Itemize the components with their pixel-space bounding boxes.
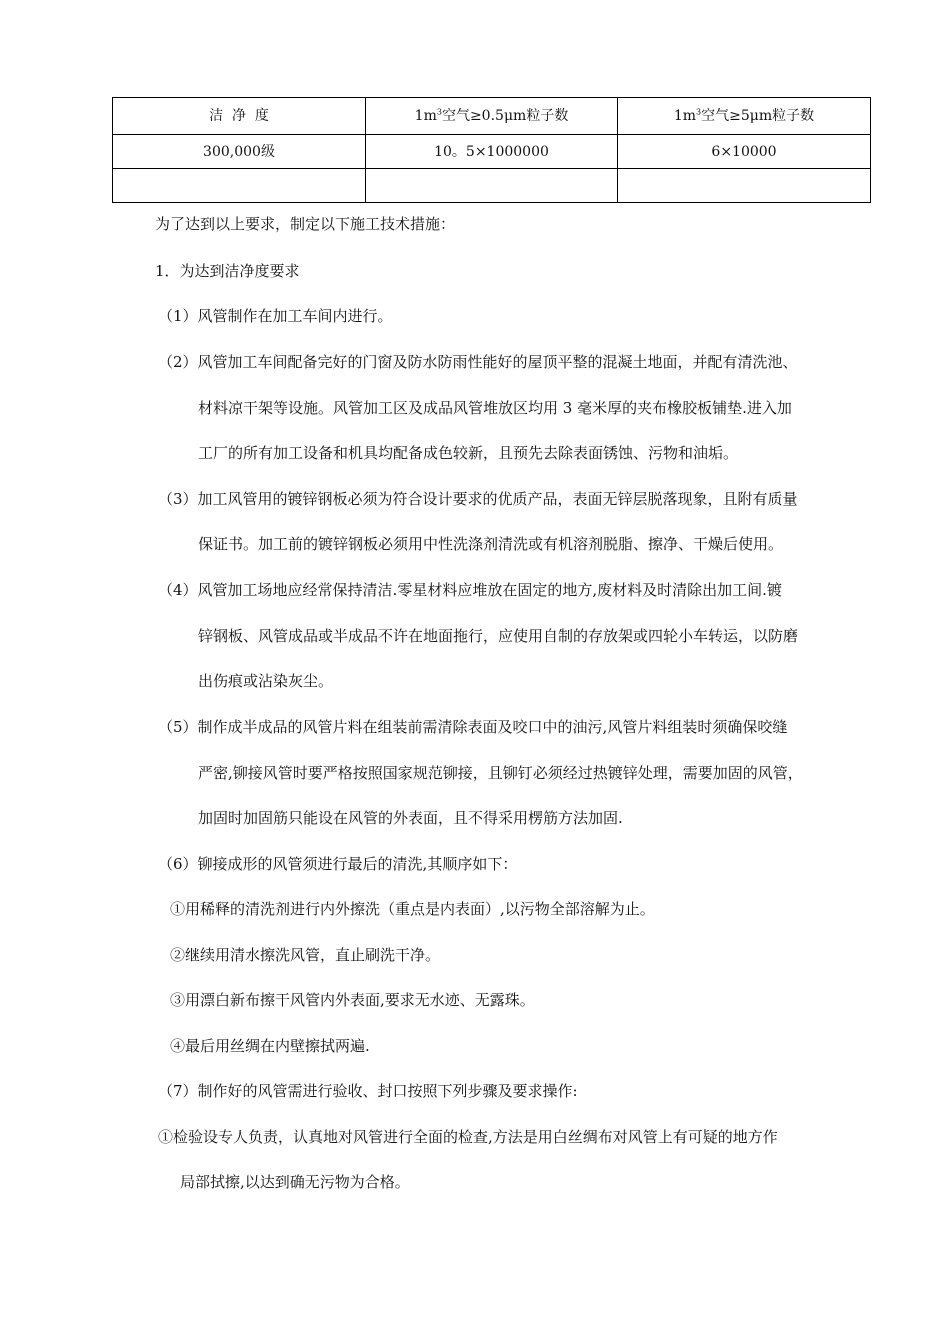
header-particles-5um: $1m^3$空气≥5μm粒子数 (618, 98, 871, 135)
header-particles-0-5um: $1m^3$空气≥0.5μm粒子数 (366, 98, 618, 135)
sub-item-6-2: ②继续用清水擦洗风管，直止刷洗干净。 (170, 946, 441, 964)
table-cell (113, 169, 366, 203)
item-4-line-3: 出伤痕或沾染灰尘。 (198, 672, 334, 690)
sub-item-6-3: ③用漂白新布擦干风管内外表面,要求无水迹、无露珠。 (170, 991, 535, 1009)
header-cleanliness: 洁 净 度 (113, 98, 366, 135)
sub-item-7-1-line-1: ①检验设专人负责，认真地对风管进行全面的检查,方法是用白丝绸布对风管上有可疑的地方作 (158, 1128, 778, 1146)
item-6: （6）铆接成形的风管须进行最后的清洗,其顺序如下： (158, 855, 518, 873)
item-7: （7）制作好的风管需进行验收、封口按照下列步骤及要求操作: (158, 1082, 578, 1100)
intro-line: 为了达到以上要求，制定以下施工技术措施： (155, 215, 456, 233)
item-4-line-2: 锌钢板、风管成品或半成品不许在地面拖行，应使用自制的存放架或四轮小车转运，以防磨 (198, 627, 799, 645)
table-cell: 10。5×1000000 (366, 135, 618, 169)
section-heading: 1．为达到洁净度要求 (155, 262, 300, 280)
table-row (113, 135, 871, 169)
cleanliness-table (112, 97, 871, 203)
table-cell: 6×10000 (618, 135, 871, 169)
item-3-line-1: （3）加工风管用的镀锌钢板必须为符合设计要求的优质产品，表面无锌层脱落现象，且附有质量 (158, 490, 798, 508)
item-2-line-2: 材料凉干架等设施。风管加工区及成品风管堆放区均用 3 毫米厚的夹布橡胶板铺垫.进入加 (198, 399, 792, 417)
sub-item-6-1: ①用稀释的清洗剂进行内外擦洗（重点是内表面）,以污物全部溶解为止。 (170, 900, 655, 918)
item-5-line-1: （5）制作成半成品的风管片料在组装前需清除表面及咬口中的油污,风管片料组装时须确保咬缝 (158, 718, 788, 736)
table-cell (618, 169, 871, 203)
table-cell: 300,000级 (113, 135, 366, 169)
item-5-line-3: 加固时加固筋只能设在风管的外表面，且不得采用楞筋方法加固. (198, 809, 623, 827)
table-cell (366, 169, 618, 203)
item-2-line-1: （2）风管加工车间配备完好的门窗及防水防雨性能好的屋顶平整的混凝土地面，并配有清洗池、 (158, 353, 798, 371)
item-4-line-1: （4）风管加工场地应经常保持清洁.零星材料应堆放在固定的地方,废材料及时清除出加工间.镀 (158, 581, 782, 599)
table-row (113, 169, 871, 203)
item-1: （1）风管制作在加工车间内进行。 (158, 307, 393, 325)
sub-item-7-1-line-2: 局部拭擦,以达到确无污物为合格。 (180, 1173, 410, 1191)
sub-item-6-4: ④最后用丝绸在内壁擦拭两遍. (170, 1037, 370, 1055)
item-2-line-3: 工厂的所有加工设备和机具均配备成色较新，且预先去除表面锈蚀、污物和油垢。 (198, 444, 739, 462)
item-5-line-2: 严密,铆接风管时要严格按照国家规范铆接，且铆钉必须经过热镀锌处理，需要加固的风管， (198, 764, 803, 782)
item-3-line-2: 保证书。加工前的镀锌钢板必须用中性洗涤剂清洗或有机溶剂脱脂、擦净、干燥后使用。 (198, 535, 784, 553)
table-header-row (113, 98, 871, 135)
